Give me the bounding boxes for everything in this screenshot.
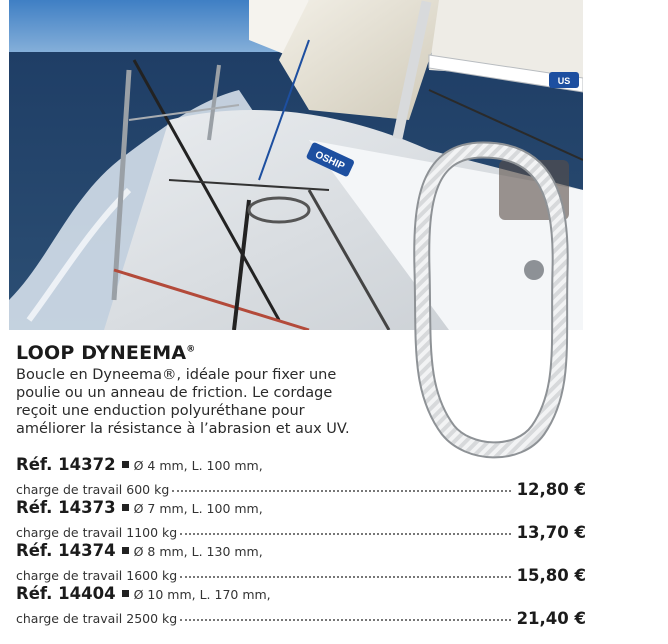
description-line: poulie ou un anneau de friction. Le cordage — [16, 385, 333, 401]
variant-price: 15,80 € — [516, 566, 586, 585]
dotted-leader — [180, 532, 510, 535]
dotted-leader — [172, 489, 510, 492]
product-title-text: LOOP DYNEEMA — [16, 342, 187, 364]
variant-charge: charge de travail 600 kg — [16, 482, 170, 497]
square-bullet-icon — [122, 461, 129, 468]
variant-charge: charge de travail 2500 kg — [16, 611, 178, 626]
variant-price: 12,80 € — [516, 480, 586, 499]
description-line: Boucle en Dyneema®, idéale pour fixer une — [16, 367, 337, 383]
square-bullet-icon — [122, 590, 129, 597]
square-bullet-icon — [122, 504, 129, 511]
dyneema-loop-illustration — [408, 140, 578, 470]
variant-item — [16, 455, 586, 498]
variant-ref: Réf. 14372 — [16, 455, 116, 474]
variant-item — [16, 584, 586, 627]
variant-item — [16, 498, 586, 541]
description-line: reçoit une enduction polyuréthane pour — [16, 403, 305, 419]
variant-ref: Réf. 14374 — [16, 541, 116, 560]
description-line: améliorer la résistance à l’abrasion et aux UV. — [16, 421, 350, 437]
variant-spec: Ø 4 mm, L. 100 mm, — [133, 458, 263, 473]
registered-mark: ® — [186, 344, 196, 355]
variant-spec: Ø 10 mm, L. 170 mm, — [133, 587, 271, 602]
product-description — [16, 366, 416, 438]
variant-ref: Réf. 14404 — [16, 584, 116, 603]
variant-price: 13,70 € — [516, 523, 586, 542]
variant-item — [16, 541, 586, 584]
variant-charge: charge de travail 1100 kg — [16, 525, 178, 540]
variant-spec: Ø 7 mm, L. 100 mm, — [133, 501, 263, 516]
product-title — [16, 342, 196, 364]
dotted-leader — [180, 575, 510, 578]
variant-ref: Réf. 14373 — [16, 498, 116, 517]
dyneema-loop-image — [408, 140, 578, 470]
dotted-leader — [180, 618, 510, 621]
hull-logo-text: OSHIP — [313, 149, 347, 173]
product-variants-list — [16, 455, 586, 627]
variant-price: 21,40 € — [516, 609, 586, 628]
variant-spec: Ø 8 mm, L. 130 mm, — [133, 544, 263, 559]
boom-logo-text: US — [557, 76, 571, 86]
variant-charge: charge de travail 1600 kg — [16, 568, 178, 583]
square-bullet-icon — [122, 547, 129, 554]
